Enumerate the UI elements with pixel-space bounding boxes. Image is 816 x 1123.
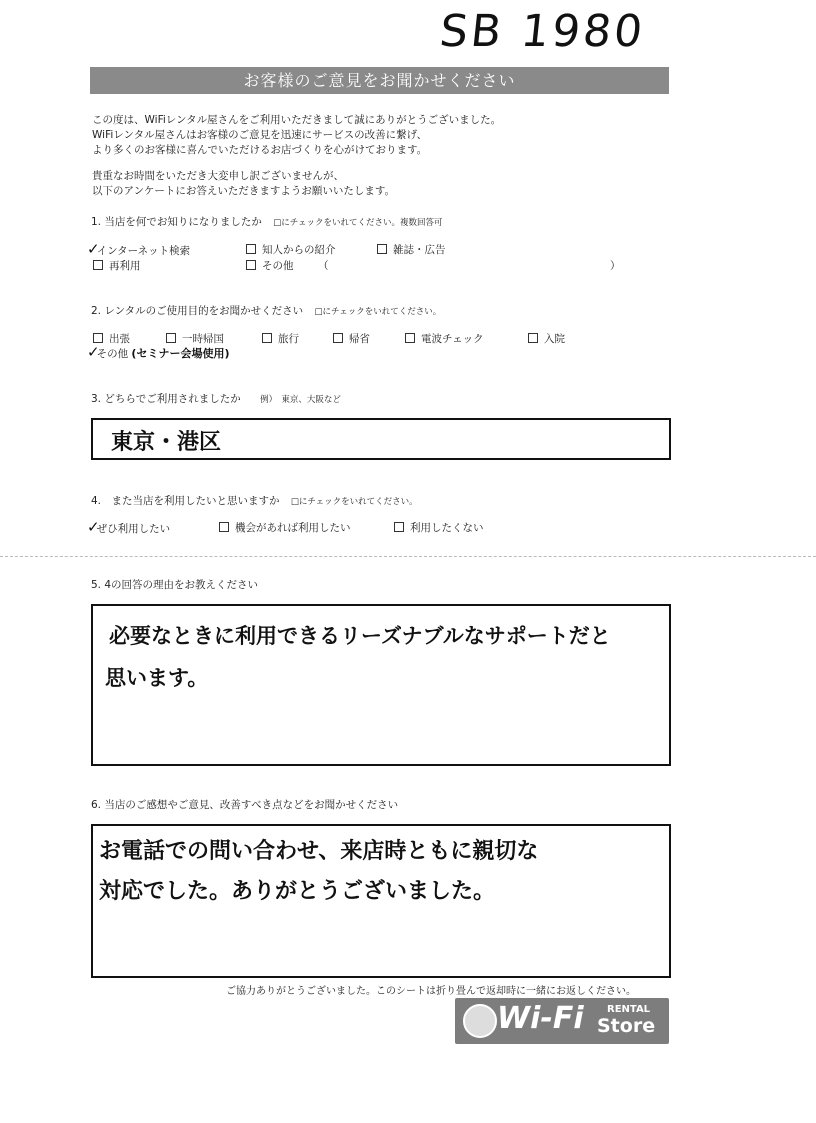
q3-handwritten-answer: 東京・港区 <box>111 430 222 455</box>
q4-option-label: 利用したくない <box>410 522 484 534</box>
question-1-hint: □にチェックをいれてください。複数回答可 <box>273 218 443 228</box>
q1-other-close-paren: ） <box>610 260 621 272</box>
q6-answer-box[interactable] <box>91 824 671 978</box>
question-6-label: 6. 当店のご感想やご意見、改善すべき点などをお聞かせください <box>91 799 399 811</box>
q2-option-label: その他 <box>96 348 129 360</box>
handwritten-serial-number: SB 1980 <box>437 6 648 57</box>
survey-title: お客様のご意見をお聞かせください <box>90 67 669 94</box>
checkbox-icon[interactable] <box>166 333 176 343</box>
q2-option-label: 一時帰国 <box>182 333 224 345</box>
q2-option-signal-check[interactable] <box>405 331 484 346</box>
q2-option-label: 入院 <box>544 333 565 345</box>
checkbox-icon[interactable] <box>246 260 256 270</box>
check-mark-icon: ✓ <box>87 518 100 536</box>
q2-option-label: 帰省 <box>349 333 370 345</box>
q4-option-definitely[interactable] <box>87 518 171 536</box>
q1-option-friend[interactable] <box>246 242 336 257</box>
question-2-hint: □にチェックをいれてください。 <box>314 307 442 317</box>
checkbox-icon[interactable] <box>333 333 343 343</box>
question-3-label <box>91 391 341 406</box>
question-1-text: 1. 当店を何でお知りになりましたか <box>91 216 262 228</box>
intro-line: より多くのお客様に喜んでいただけるお店づくりを心がけております。 <box>92 144 428 156</box>
q6-handwritten-answer-line: お電話での問い合わせ、来店時ともに親切な <box>99 839 539 864</box>
q1-option-label: その他 <box>262 260 294 272</box>
q4-option-no[interactable] <box>394 520 484 535</box>
q4-option-label: 機会があれば利用したい <box>235 522 351 534</box>
question-4-label <box>91 493 418 508</box>
q1-option-reuse[interactable] <box>93 258 141 273</box>
q2-other-handwritten-answer: (セミナー会場使用) <box>131 347 230 360</box>
q1-option-label: 再利用 <box>109 260 141 272</box>
q4-option-if-opportunity[interactable] <box>219 520 351 535</box>
q1-other-open-paren: （ <box>318 260 329 272</box>
checkbox-icon[interactable] <box>377 244 387 254</box>
q2-option-hospital[interactable] <box>528 331 565 346</box>
q2-option-label: 電波チェック <box>421 333 484 345</box>
fold-line-divider <box>0 556 816 557</box>
checkbox-icon[interactable] <box>394 522 404 532</box>
q4-option-label: ぜひ利用したい <box>96 523 171 535</box>
checkbox-icon[interactable] <box>219 522 229 532</box>
logo-rental-text: RENTAL <box>607 1004 651 1015</box>
question-5-label: 5. 4の回答の理由をお教えください <box>91 579 259 591</box>
footer-note: ご協力ありがとうございました。このシートは折り畳んで返却時に一緒にお返しください。 <box>226 986 636 997</box>
q5-handwritten-answer-line: 思います。 <box>105 666 209 690</box>
intro-line: 以下のアンケートにお答えいただきますようお願いいたします。 <box>92 185 396 197</box>
checkbox-icon[interactable] <box>405 333 415 343</box>
checkbox-icon[interactable] <box>93 260 103 270</box>
q2-option-homecoming[interactable] <box>333 331 370 346</box>
q1-option-label: 知人からの紹介 <box>262 244 336 256</box>
check-mark-icon: ✓ <box>87 240 100 258</box>
question-2-text: 2. レンタルのご使用目的をお聞かせください <box>91 305 304 317</box>
q5-handwritten-answer-line: 必要なときに利用できるリーズナブルなサポートだと <box>109 624 611 648</box>
logo-store-text: Store <box>597 1015 656 1037</box>
checkbox-icon[interactable] <box>528 333 538 343</box>
logo-wifi-text: Wi-Fi <box>497 1001 584 1036</box>
q1-option-magazine[interactable] <box>377 242 446 257</box>
intro-line: WiFiレンタル屋さんはお客様のご意見を迅速にサービスの改善に繋げ、 <box>92 129 428 141</box>
question-3-example: 例） 東京、大阪など <box>260 395 341 405</box>
q2-option-label: 旅行 <box>278 333 299 345</box>
intro-line: 貴重なお時間をいただき大変申し訳ございませんが、 <box>92 170 344 182</box>
wifi-rental-store-logo <box>455 998 669 1044</box>
checkbox-icon[interactable] <box>262 333 272 343</box>
question-2-label <box>91 303 441 318</box>
question-4-text: 4. また当店を利用したいと思いますか <box>91 495 280 507</box>
q1-option-internet[interactable] <box>87 240 191 258</box>
check-mark-icon: ✓ <box>87 343 100 361</box>
checkbox-icon[interactable] <box>246 244 256 254</box>
question-4-hint: □にチェックをいれてください。 <box>290 497 418 507</box>
q2-option-other[interactable] <box>87 343 230 361</box>
checkbox-icon[interactable] <box>93 333 103 343</box>
q1-option-label: インターネット検索 <box>96 245 191 257</box>
q3-answer-box[interactable] <box>91 418 671 460</box>
intro-line: この度は、WiFiレンタル屋さんをご利用いただきまして誠にありがとうございました。 <box>92 114 502 126</box>
q2-option-label: 出張 <box>109 333 130 345</box>
q1-option-other[interactable] <box>246 258 294 273</box>
mascot-icon <box>463 1004 497 1038</box>
q2-option-travel[interactable] <box>262 331 299 346</box>
q5-answer-box[interactable] <box>91 604 671 766</box>
q6-handwritten-answer-line: 対応でした。ありがとうございました。 <box>99 879 496 904</box>
q1-option-label: 雑誌・広告 <box>393 244 446 256</box>
question-1-label <box>91 214 442 229</box>
question-3-text: 3. どちらでご利用されましたか <box>91 393 241 405</box>
